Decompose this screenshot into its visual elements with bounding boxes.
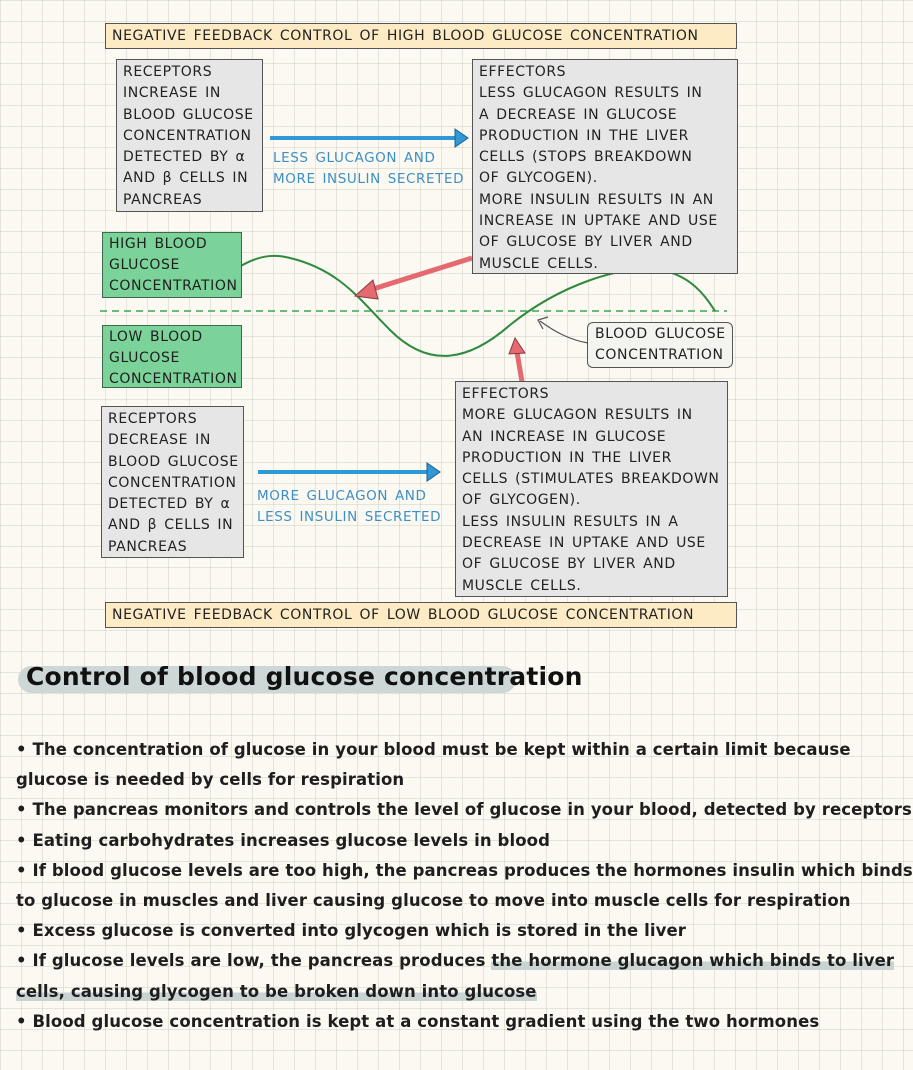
title-low-feedback — [105, 602, 737, 628]
effectors-low-line: AN INCREASE IN GLUCOSE — [462, 428, 667, 445]
effectors-low-line: MORE GLUCAGON RESULTS IN — [462, 407, 693, 424]
red-arrow-high — [370, 258, 472, 290]
effectors-low-box — [455, 381, 728, 597]
bullet-notes — [16, 735, 913, 1037]
curve-label — [587, 322, 733, 368]
bullet-line: • Blood glucose concentration is kept at a constant gradient using the two hormones — [16, 1011, 820, 1031]
bullet-text: • If glucose levels are low, the pancreas produces — [16, 951, 492, 971]
receptors-low-line: BLOOD GLUCOSE — [108, 453, 239, 470]
low-level-line: LOW BLOOD — [109, 329, 203, 345]
effectors-low-line: PRODUCTION IN THE LIVER — [462, 449, 672, 466]
high-level-line: GLUCOSE — [109, 257, 180, 273]
low-level-line: CONCENTRATION — [109, 371, 238, 387]
section-heading-wrap — [18, 660, 583, 694]
arrow-label-high-line: LESS GLUCAGON AND — [273, 150, 436, 166]
receptors-high-heading: RECEPTORS — [123, 64, 213, 80]
effectors-low-line: MUSCLE CELLS. — [462, 577, 582, 594]
receptors-low-line: DETECTED BY α — [108, 496, 231, 513]
arrow-label-high — [273, 148, 464, 190]
arrow-label-high-line: MORE INSULIN SECRETED — [273, 171, 465, 187]
receptors-high-box — [116, 59, 263, 212]
red-arrow-low — [517, 352, 522, 382]
effectors-low-line: LESS INSULIN RESULTS IN A — [462, 513, 679, 530]
highlighted-text: the hormone glucagon which binds to liver — [491, 951, 895, 971]
curve-label-line: CONCENTRATION — [595, 347, 724, 363]
effectors-low-heading: EFFECTORS — [462, 386, 550, 402]
bullet-line: to glucose in muscles and liver causing glucose to move into muscle cells for respiration — [16, 891, 851, 911]
title-high-feedback — [105, 23, 737, 49]
receptors-high-line: CONCENTRATION — [123, 127, 252, 144]
blue-arrowhead-high — [455, 129, 468, 147]
effectors-high-line: MUSCLE CELLS. — [479, 255, 599, 272]
highlighted-text: cells, causing glycogen to be broken down into glucose — [16, 981, 537, 1001]
receptors-low-line: PANCREAS — [108, 538, 188, 555]
effectors-high-line: PRODUCTION IN THE LIVER — [479, 127, 689, 144]
arrow-label-low-line: LESS INSULIN SECRETED — [257, 509, 442, 525]
receptors-low-line: CONCENTRATION — [108, 474, 237, 491]
curve-label-pointer — [540, 321, 588, 343]
bullet-line: • Eating carbohydrates increases glucose levels in blood — [16, 830, 550, 850]
bullet-line — [16, 977, 816, 1007]
title-high-text: NEGATIVE FEEDBACK CONTROL OF HIGH BLOOD GLUCOSE CONCENTRATION — [112, 28, 699, 44]
receptors-high-line: INCREASE IN — [123, 85, 221, 102]
section-heading: Control of blood glucose concentration — [26, 662, 583, 691]
bullet-line: • If blood glucose levels are too high, the pancreas produces the hormones insulin which binds — [16, 860, 913, 880]
high-level-line: CONCENTRATION — [109, 278, 238, 294]
bullet-line: • The pancreas monitors and controls the level of glucose in your blood, detected by receptors — [16, 800, 912, 820]
high-level-line: HIGH BLOOD — [109, 236, 208, 252]
red-arrowhead-low — [509, 338, 525, 354]
arrow-label-low — [257, 486, 441, 528]
effectors-high-box — [472, 59, 738, 274]
receptors-low-box — [101, 406, 244, 558]
receptors-high-line: AND β CELLS IN — [123, 170, 249, 187]
effectors-high-heading: EFFECTORS — [479, 64, 567, 80]
effectors-low-line: CELLS (STIMULATES BREAKDOWN — [462, 471, 720, 488]
effectors-high-line: INCREASE IN UPTAKE AND USE — [479, 213, 718, 230]
receptors-high-line: BLOOD GLUCOSE — [123, 106, 254, 123]
receptors-low-line: DECREASE IN — [108, 432, 211, 449]
curve-label-line: BLOOD GLUCOSE — [595, 326, 726, 342]
receptors-low-heading: RECEPTORS — [108, 411, 198, 427]
effectors-high-line: OF GLYCOGEN). — [479, 170, 598, 187]
arrow-label-low-line: MORE GLUCAGON AND — [257, 488, 427, 504]
low-level-line: GLUCOSE — [109, 350, 180, 366]
effectors-low-line: DECREASE IN UPTAKE AND USE — [462, 535, 706, 552]
high-glucose-level-box — [102, 232, 242, 298]
receptors-high-line: DETECTED BY α — [123, 149, 246, 166]
bullet-line — [16, 946, 895, 976]
effectors-low-line: OF GLYCOGEN). — [462, 492, 581, 509]
red-arrowhead-high — [355, 280, 378, 299]
low-glucose-level-box — [102, 325, 242, 388]
effectors-high-line: OF GLUCOSE BY LIVER AND — [479, 234, 693, 251]
effectors-high-line: LESS GLUCAGON RESULTS IN — [479, 85, 703, 102]
effectors-high-line: A DECREASE IN GLUCOSE — [479, 106, 678, 123]
title-low-text: NEGATIVE FEEDBACK CONTROL OF LOW BLOOD GLUCOSE CONCENTRATION — [112, 607, 695, 623]
receptors-low-line: AND β CELLS IN — [108, 517, 234, 534]
blue-arrowhead-low — [427, 463, 440, 481]
bullet-line: • Excess glucose is converted into glycogen which is stored in the liver — [16, 921, 687, 941]
bullet-line: glucose is needed by cells for respiration — [16, 770, 405, 790]
effectors-high-line: MORE INSULIN RESULTS IN AN — [479, 191, 714, 208]
bullet-line: • The concentration of glucose in your blood must be kept within a certain limit because — [16, 740, 851, 759]
effectors-high-line: CELLS (STOPS BREAKDOWN — [479, 149, 693, 166]
effectors-low-line: OF GLUCOSE BY LIVER AND — [462, 556, 676, 573]
receptors-high-line: PANCREAS — [123, 191, 203, 208]
